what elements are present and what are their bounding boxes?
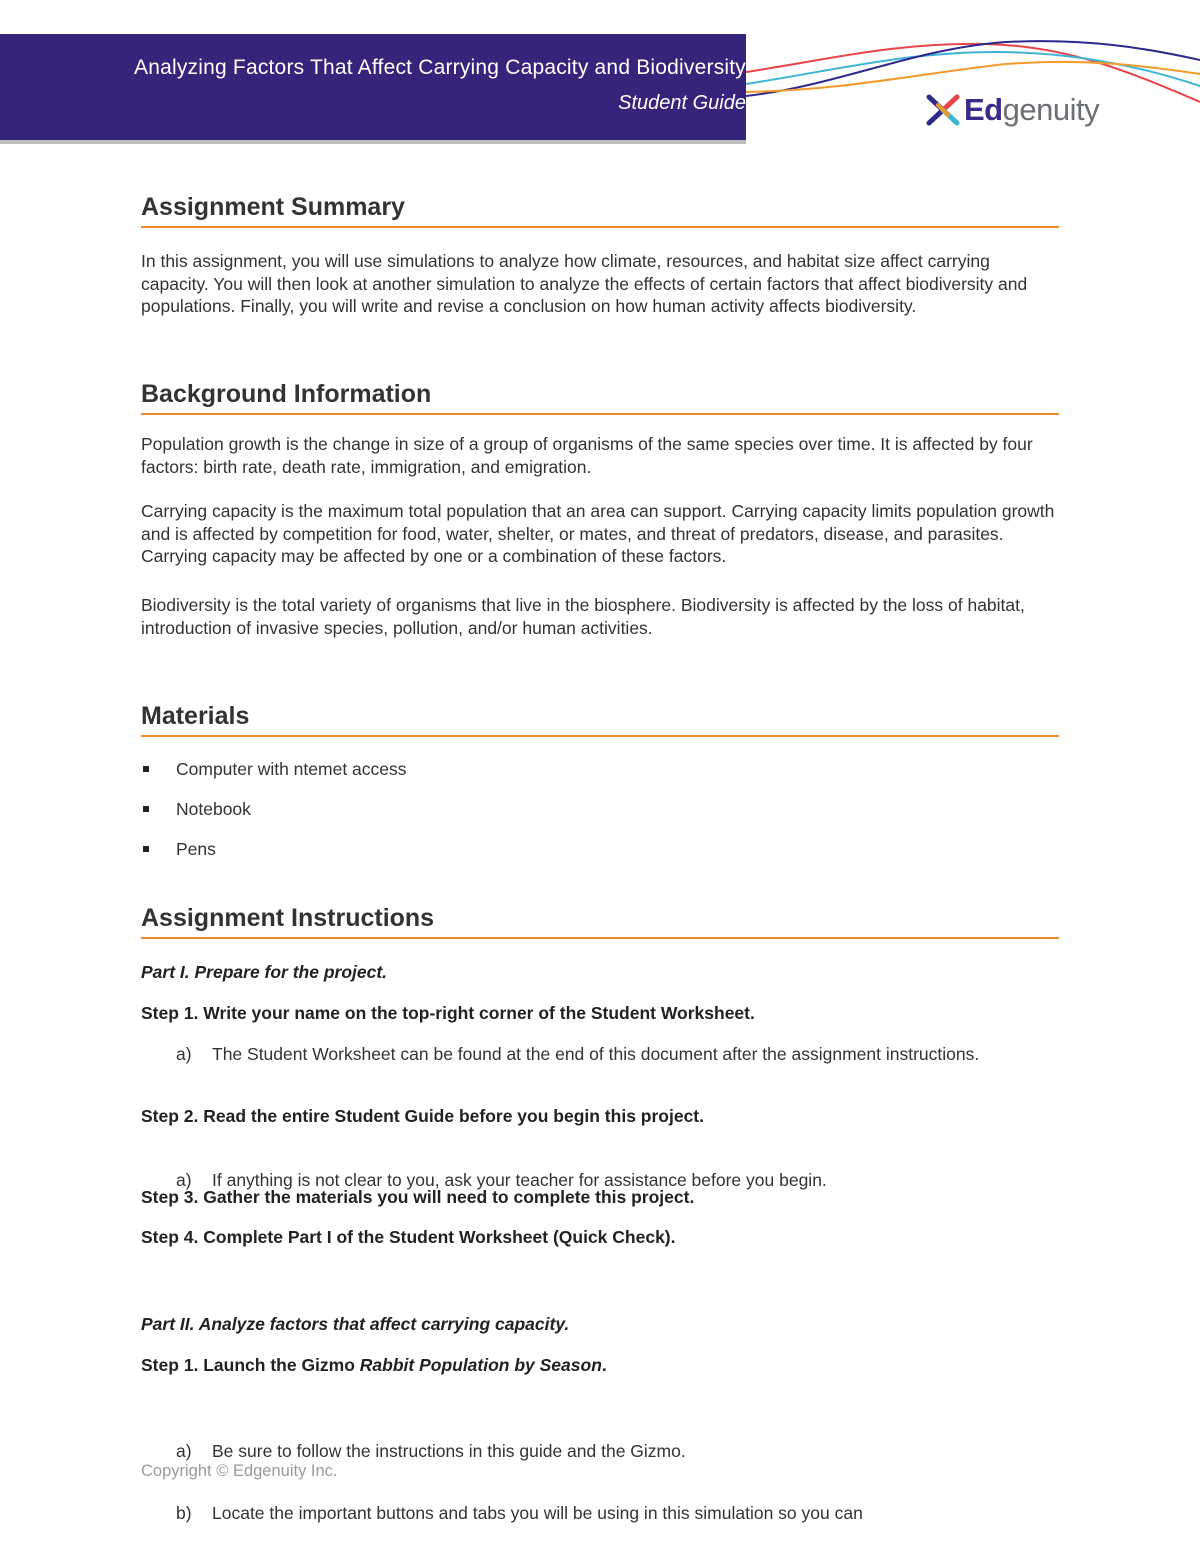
logo-wordmark: Edgenuity bbox=[964, 92, 1100, 127]
summary-heading: Assignment Summary bbox=[141, 193, 1059, 228]
instructions-section bbox=[141, 904, 1059, 939]
background-section bbox=[141, 380, 1059, 639]
document-title: Analyzing Factors That Affect Carrying Capacity and Biodiversity bbox=[134, 56, 746, 79]
list-item: Notebook bbox=[141, 799, 1059, 839]
step-label: Step 1. Write your name on the top-right corner of the Student Worksheet. bbox=[141, 1003, 755, 1023]
background-heading: Background Information bbox=[141, 380, 1059, 415]
list-item: Computer with ntemet access bbox=[141, 759, 1059, 799]
step-label: Step 3. Gather the materials you will need to complete this project. bbox=[141, 1187, 695, 1207]
bullet-icon bbox=[143, 846, 149, 852]
materials-list bbox=[141, 759, 1059, 879]
step-label: Step 4. Complete Part I of the Student Worksheet (Quick Check). bbox=[141, 1227, 676, 1247]
edgenuity-x-icon bbox=[926, 93, 960, 127]
materials-heading: Materials bbox=[141, 702, 1059, 737]
summary-section bbox=[141, 193, 1059, 318]
part1-title: Part I. Prepare for the project. bbox=[141, 962, 388, 982]
step-label: Step 1. Launch the Gizmo Rabbit Population by Season. bbox=[141, 1355, 607, 1375]
summary-text: In this assignment, you will use simulations to analyze how climate, resources, and habitat size affect carrying capacity. You will then look at another simulation to analyze the effects of certain factors that affect biodiversity and populations. Finally, you will write and revise a conclusion on how human activity affects biodiversity. bbox=[141, 251, 1028, 317]
sub-step: b) Locate the important buttons and tabs you will be using in this simulation so you can bbox=[176, 1502, 863, 1523]
bullet-icon bbox=[143, 806, 149, 812]
copyright-footer: Copyright © Edgenuity Inc. bbox=[141, 1462, 338, 1480]
step-label: Step 2. Read the entire Student Guide before you begin this project. bbox=[141, 1106, 704, 1126]
document-subtitle: Student Guide bbox=[618, 92, 746, 114]
gizmo-name: Rabbit Population by Season bbox=[359, 1355, 602, 1375]
header-banner bbox=[0, 34, 746, 140]
part2-title: Part II. Analyze factors that affect carrying capacity. bbox=[141, 1314, 570, 1334]
sub-step: a) The Student Worksheet can be found at the end of this document after the assignment instructions. bbox=[176, 1044, 980, 1064]
background-paragraph: Population growth is the change in size of a group of organisms of the same species over time. It is affected by four factors: birth rate, death rate, immigration, and emigration. bbox=[141, 434, 1033, 477]
materials-section bbox=[141, 702, 1059, 879]
background-paragraph: Biodiversity is the total variety of organisms that live in the biosphere. Biodiversity is affected by the loss of habitat, introduction of invasive species, pollution, and/or human activities. bbox=[141, 594, 1025, 638]
instructions-heading: Assignment Instructions bbox=[141, 904, 1059, 939]
edgenuity-logo bbox=[926, 90, 1099, 130]
bullet-icon bbox=[143, 766, 149, 772]
background-paragraph: Carrying capacity is the maximum total population that an area can support. Carrying capacity limits population growth and is affected by competition for food, water, shelter, or mates, and threat of predators, disease, and parasites. Carrying capacity may be affected by one or a combination of these factors. bbox=[141, 501, 1055, 567]
sub-step: a) Be sure to follow the instructions in this guide and the Gizmo. bbox=[176, 1441, 686, 1462]
sub-step: a) If anything is not clear to you, ask your teacher for assistance before you begin. bbox=[176, 1169, 827, 1190]
list-item: Pens bbox=[141, 839, 1059, 879]
